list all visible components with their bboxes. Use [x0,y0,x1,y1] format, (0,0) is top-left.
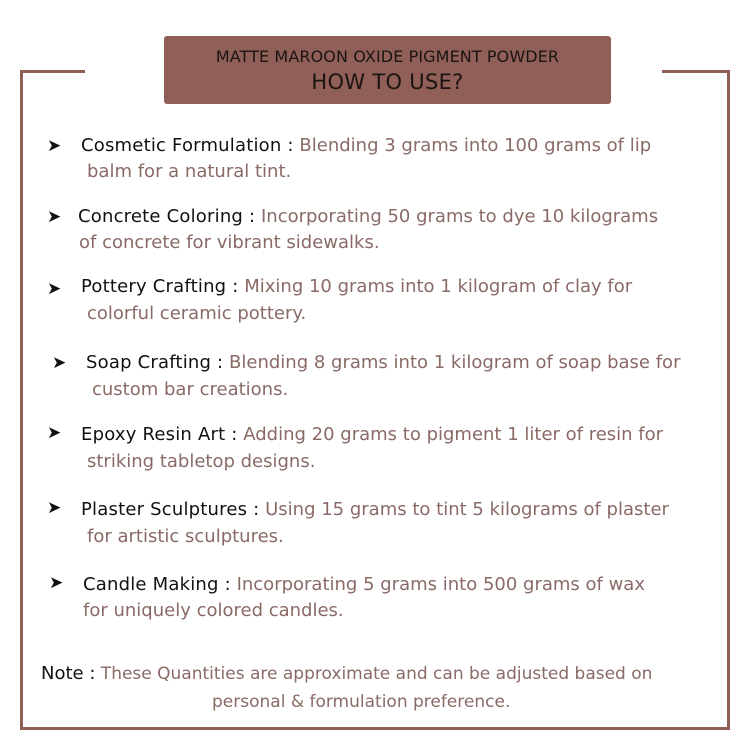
arrow-right-icon: ➤ [52,353,67,373]
item-line-1 [81,274,632,300]
arrow-right-icon: ➤ [47,279,62,299]
item-line-1 [86,350,680,376]
item-desc-cont: for artistic sculptures. [87,526,284,547]
frame-right-line [727,70,730,730]
item-line-1 [83,572,645,598]
item-desc-cont: colorful ceramic pottery. [87,303,307,324]
item-desc: Blending 8 grams into 1 kilogram of soap base for [223,352,681,373]
item-desc: Blending 3 grams into 100 grams of lip [293,135,652,156]
frame-top-left-line [20,70,85,73]
item-desc-cont: for uniquely colored candles. [83,600,344,621]
item-line-1 [81,497,669,523]
item-desc-cont: balm for a natural tint. [87,161,292,182]
item-line-1 [78,204,658,230]
arrow-right-icon: ➤ [47,498,62,518]
frame-top-right-line [662,70,730,73]
arrow-right-icon: ➤ [49,573,64,593]
item-desc-cont: custom bar creations. [92,379,289,400]
arrow-right-icon: ➤ [47,136,62,156]
item-label: Epoxy Resin Art : [81,424,238,445]
item-label: Cosmetic Formulation : [81,135,294,156]
item-desc-cont: of concrete for vibrant sidewalks. [79,232,380,253]
item-label: Candle Making : [83,574,231,595]
note-line-1 [41,661,652,687]
item-desc: Mixing 10 grams into 1 kilogram of clay for [238,276,633,297]
item-label: Concrete Coloring : [78,206,256,227]
note-text: These Quantities are approximate and can be adjusted based on [95,664,653,684]
item-label: Plaster Sculptures : [81,499,260,520]
frame-left-line [20,70,23,730]
item-label: Pottery Crafting : [81,276,239,297]
item-line-1 [81,133,651,159]
how-to-use-heading: HOW TO USE? [311,70,464,94]
item-line-1 [81,422,663,448]
product-title: MATTE MAROON OXIDE PIGMENT POWDER [215,47,560,66]
item-desc-cont: striking tabletop designs. [87,451,316,472]
item-desc: Adding 20 grams to pigment 1 liter of resin for [237,424,664,445]
item-desc: Incorporating 50 grams to dye 10 kilograms [255,206,659,227]
note-text-cont: personal & formulation preference. [212,692,511,712]
header-banner [164,36,611,104]
note-label: Note : [41,663,96,684]
arrow-right-icon: ➤ [47,207,62,227]
frame-bottom-line [20,727,730,730]
item-desc: Using 15 grams to tint 5 kilograms of plaster [259,499,669,520]
item-desc: Incorporating 5 grams into 500 grams of wax [230,574,645,595]
arrow-right-icon: ➤ [47,423,62,443]
item-label: Soap Crafting : [86,352,224,373]
